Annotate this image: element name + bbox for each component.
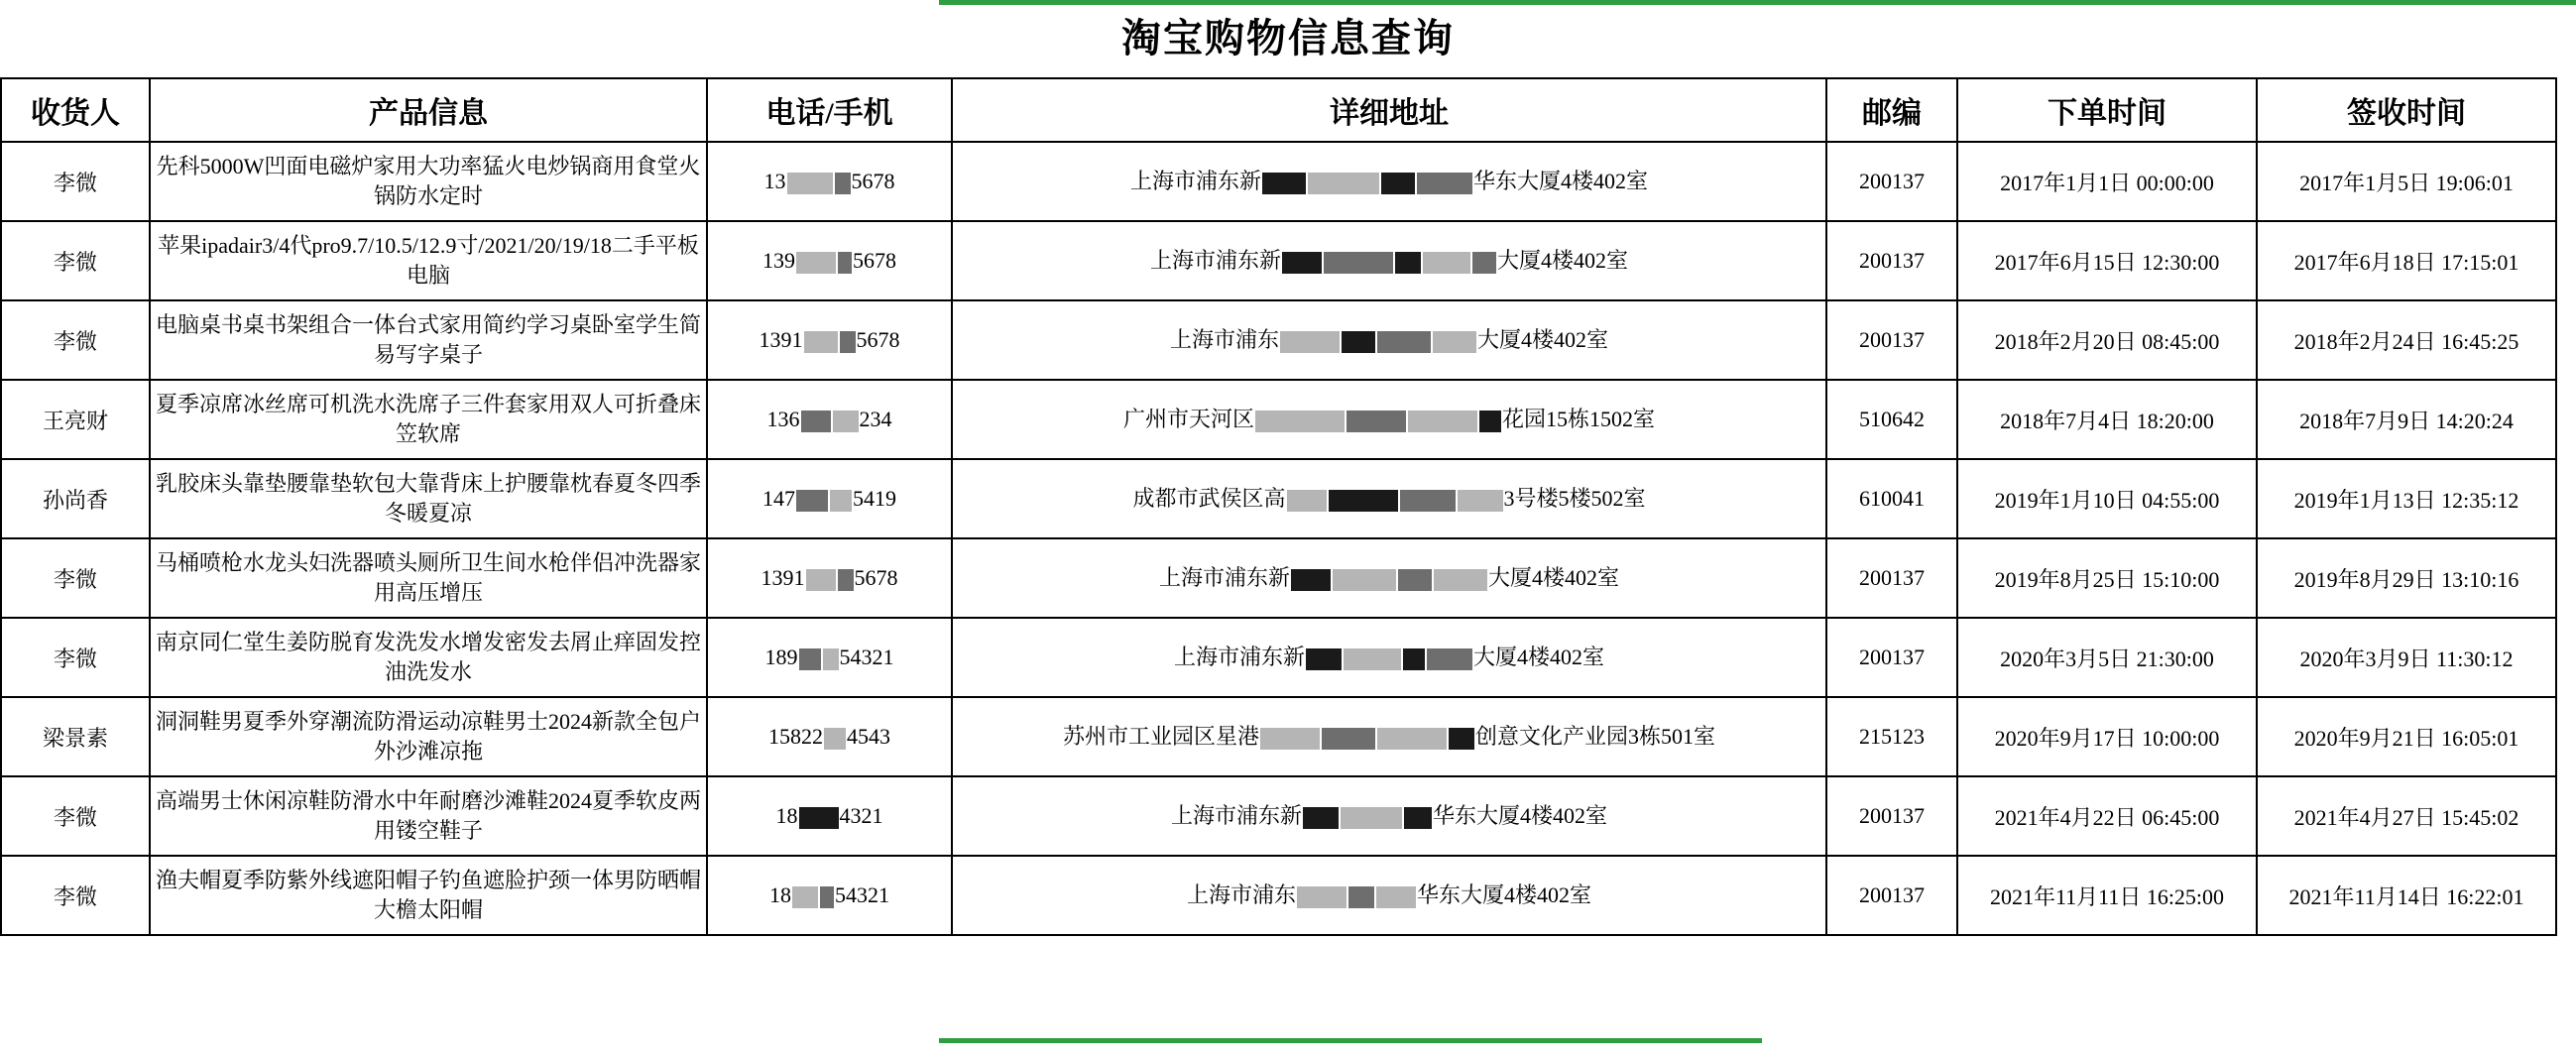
redaction-block — [830, 490, 852, 512]
cell-address: 上海市浦东新 大厦4楼402室 — [952, 221, 1826, 300]
redaction-block — [1282, 252, 1322, 274]
table-row — [1, 856, 2556, 935]
cell-consignee: 李微 — [1, 538, 150, 618]
cell-zip: 610041 — [1826, 459, 1957, 538]
redaction-block — [838, 569, 854, 591]
page-title: 淘宝购物信息查询 — [1121, 16, 1455, 60]
redaction-block — [1398, 569, 1432, 591]
cell-phone — [707, 300, 952, 380]
cell-zip: 200137 — [1826, 538, 1957, 618]
cell-zip: 200137 — [1826, 776, 1957, 856]
cell-address: 上海市浦东新 大厦4楼402室 — [952, 538, 1826, 618]
redaction-block — [1377, 728, 1447, 750]
table-row — [1, 776, 2556, 856]
redaction-block — [804, 331, 838, 353]
cell-phone — [707, 459, 952, 538]
cell-phone — [707, 380, 952, 459]
redaction-block — [840, 331, 856, 353]
phone-text-tail: 5678 — [854, 565, 898, 590]
cell-phone — [707, 618, 952, 697]
table-row — [1, 618, 2556, 697]
phone-text-tail: 54321 — [839, 645, 894, 669]
cell-order-time: 2021年4月22日 06:45:00 — [1957, 776, 2257, 856]
column-header-phone: 电话/手机 — [707, 78, 952, 142]
column-header-order-time: 下单时间 — [1957, 78, 2257, 142]
cell-product: 乳胶床头靠垫腰靠垫软包大靠背床上护腰靠枕春夏冬四季冬暖夏凉 — [150, 459, 707, 538]
cell-order-time: 2018年2月20日 08:45:00 — [1957, 300, 2257, 380]
cell-phone — [707, 776, 952, 856]
phone-text: 13 — [763, 169, 786, 193]
redaction-block — [1433, 331, 1476, 353]
redaction-block — [838, 252, 852, 274]
cell-zip: 200137 — [1826, 142, 1957, 221]
cell-order-time: 2021年11月11日 16:25:00 — [1957, 856, 2257, 935]
phone-text: 136 — [766, 407, 800, 431]
cell-phone — [707, 538, 952, 618]
cell-phone — [707, 142, 952, 221]
redaction-block — [787, 173, 833, 194]
redaction-block — [1417, 173, 1472, 194]
redaction-block — [1427, 648, 1472, 670]
cell-consignee: 李微 — [1, 142, 150, 221]
redaction-block — [1348, 886, 1374, 908]
redaction-block — [1322, 728, 1375, 750]
phone-text-tail: 4321 — [839, 803, 883, 828]
redaction-block — [1255, 411, 1345, 432]
cell-order-time: 2020年3月5日 21:30:00 — [1957, 618, 2257, 697]
redaction-block — [1395, 252, 1421, 274]
redaction-block — [1306, 648, 1342, 670]
redaction-block — [1308, 173, 1379, 194]
cell-sign-time: 2017年1月5日 19:06:01 — [2257, 142, 2556, 221]
redaction-block — [1262, 173, 1306, 194]
redaction-block — [1408, 411, 1477, 432]
redaction-block — [1458, 490, 1503, 512]
cell-address: 上海市浦东新 华东大厦4楼402室 — [952, 776, 1826, 856]
cell-address: 上海市浦东 华东大厦4楼402室 — [952, 856, 1826, 935]
cell-consignee: 梁景素 — [1, 697, 150, 776]
phone-text-tail: 5678 — [853, 248, 896, 273]
phone-text-tail: 5419 — [853, 486, 896, 511]
cell-sign-time: 2018年7月9日 14:20:24 — [2257, 380, 2556, 459]
redaction-block — [796, 252, 836, 274]
cell-consignee: 李微 — [1, 618, 150, 697]
redaction-block — [1423, 252, 1470, 274]
table-row — [1, 142, 2556, 221]
cell-consignee: 李微 — [1, 776, 150, 856]
top-accent-rule — [939, 0, 2576, 5]
redaction-block — [799, 807, 839, 829]
redaction-block — [1347, 411, 1406, 432]
redaction-block — [1341, 807, 1402, 829]
redaction-block — [1381, 173, 1415, 194]
bottom-accent-rule — [939, 1038, 1762, 1043]
redaction-block — [1324, 252, 1393, 274]
phone-text: 1391 — [759, 327, 803, 352]
cell-product: 洞洞鞋男夏季外穿潮流防滑运动凉鞋男士2024新款全包户外沙滩凉拖 — [150, 697, 707, 776]
phone-text-tail: 4543 — [847, 724, 890, 749]
cell-consignee: 李微 — [1, 856, 150, 935]
column-header-product: 产品信息 — [150, 78, 707, 142]
cell-product: 渔夫帽夏季防紫外线遮阳帽子钓鱼遮脸护颈一体男防晒帽大檐太阳帽 — [150, 856, 707, 935]
redaction-block — [833, 411, 859, 432]
cell-zip: 510642 — [1826, 380, 1957, 459]
redaction-block — [1479, 411, 1501, 432]
cell-sign-time: 2020年9月21日 16:05:01 — [2257, 697, 2556, 776]
cell-sign-time: 2017年6月18日 17:15:01 — [2257, 221, 2556, 300]
cell-address: 苏州市工业园区星港 创意文化产业园3栋501室 — [952, 697, 1826, 776]
redaction-block — [1434, 569, 1487, 591]
table-row — [1, 300, 2556, 380]
redaction-block — [1344, 648, 1401, 670]
redaction-block — [1291, 569, 1331, 591]
redaction-block — [799, 648, 821, 670]
cell-zip: 215123 — [1826, 697, 1957, 776]
cell-address: 上海市浦东新 大厦4楼402室 — [952, 618, 1826, 697]
cell-phone — [707, 856, 952, 935]
cell-consignee: 王亮财 — [1, 380, 150, 459]
phone-text: 139 — [762, 248, 795, 273]
table-row — [1, 459, 2556, 538]
column-header-sign-time: 签收时间 — [2257, 78, 2556, 142]
cell-product: 先科5000W凹面电磁炉家用大功率猛火电炒锅商用食堂火锅防水定时 — [150, 142, 707, 221]
cell-address: 上海市浦东 大厦4楼402室 — [952, 300, 1826, 380]
cell-product: 苹果ipadair3/4代pro9.7/10.5/12.9寸/2021/20/19/18二手平板电脑 — [150, 221, 707, 300]
cell-phone — [707, 221, 952, 300]
cell-zip: 200137 — [1826, 618, 1957, 697]
cell-sign-time: 2021年4月27日 15:45:02 — [2257, 776, 2556, 856]
redaction-block — [1297, 886, 1347, 908]
redaction-block — [1287, 490, 1327, 512]
phone-text-tail: 5678 — [856, 327, 900, 352]
column-header-address: 详细地址 — [952, 78, 1826, 142]
cell-zip: 200137 — [1826, 856, 1957, 935]
cell-sign-time: 2019年8月29日 13:10:16 — [2257, 538, 2556, 618]
cell-sign-time: 2018年2月24日 16:45:25 — [2257, 300, 2556, 380]
cell-order-time: 2019年1月10日 04:55:00 — [1957, 459, 2257, 538]
cell-address: 成都市武侯区高 3号楼5楼502室 — [952, 459, 1826, 538]
table-header-row — [1, 78, 2556, 142]
redaction-block — [801, 411, 831, 432]
cell-product: 马桶喷枪水龙头妇洗器喷头厕所卫生间水枪伴侣冲洗器家用高压增压 — [150, 538, 707, 618]
phone-text: 147 — [762, 486, 795, 511]
redaction-block — [1280, 331, 1340, 353]
phone-text: 18 — [769, 882, 791, 907]
column-header-zip: 邮编 — [1826, 78, 1957, 142]
redaction-block — [792, 886, 818, 908]
redaction-block — [1404, 807, 1432, 829]
cell-address: 广州市天河区 花园15栋1502室 — [952, 380, 1826, 459]
cell-phone — [707, 697, 952, 776]
phone-text: 189 — [764, 645, 798, 669]
phone-text-tail: 234 — [859, 407, 892, 431]
phone-text-tail: 5678 — [851, 169, 895, 193]
cell-order-time: 2019年8月25日 15:10:00 — [1957, 538, 2257, 618]
redaction-block — [1376, 886, 1416, 908]
phone-text: 1391 — [761, 565, 805, 590]
redaction-block — [1329, 490, 1398, 512]
phone-text: 15822 — [768, 724, 823, 749]
cell-consignee: 李微 — [1, 300, 150, 380]
cell-zip: 200137 — [1826, 300, 1957, 380]
cell-sign-time: 2021年11月14日 16:22:01 — [2257, 856, 2556, 935]
cell-product: 夏季凉席冰丝席可机洗水洗席子三件套家用双人可折叠床笠软席 — [150, 380, 707, 459]
redaction-block — [806, 569, 836, 591]
redaction-block — [796, 490, 828, 512]
cell-sign-time: 2019年1月13日 12:35:12 — [2257, 459, 2556, 538]
cell-product: 高端男士休闲凉鞋防滑水中年耐磨沙滩鞋2024夏季软皮两用镂空鞋子 — [150, 776, 707, 856]
redaction-block — [1449, 728, 1474, 750]
cell-order-time: 2018年7月4日 18:20:00 — [1957, 380, 2257, 459]
table-container — [0, 77, 2576, 936]
cell-order-time: 2017年1月1日 00:00:00 — [1957, 142, 2257, 221]
redaction-block — [1472, 252, 1496, 274]
table-header — [1, 78, 2556, 142]
cell-consignee: 孙尚香 — [1, 459, 150, 538]
column-header-consignee: 收货人 — [1, 78, 150, 142]
redaction-block — [1333, 569, 1396, 591]
phone-text: 18 — [775, 803, 798, 828]
cell-sign-time: 2020年3月9日 11:30:12 — [2257, 618, 2556, 697]
table-row — [1, 538, 2556, 618]
cell-product: 电脑桌书桌书架组合一体台式家用简约学习桌卧室学生简易写字桌子 — [150, 300, 707, 380]
phone-text-tail: 54321 — [835, 882, 889, 907]
table-row — [1, 380, 2556, 459]
table-body — [1, 142, 2556, 935]
redaction-block — [1303, 807, 1339, 829]
redaction-block — [835, 173, 851, 194]
cell-product: 南京同仁堂生姜防脱育发洗发水增发密发去屑止痒固发控油洗发水 — [150, 618, 707, 697]
cell-address: 上海市浦东新 华东大厦4楼402室 — [952, 142, 1826, 221]
table-row — [1, 221, 2556, 300]
redaction-block — [1377, 331, 1431, 353]
cell-zip: 200137 — [1826, 221, 1957, 300]
cell-order-time: 2020年9月17日 10:00:00 — [1957, 697, 2257, 776]
purchase-info-table — [0, 77, 2557, 936]
cell-order-time: 2017年6月15日 12:30:00 — [1957, 221, 2257, 300]
redaction-block — [820, 886, 834, 908]
redaction-block — [824, 728, 846, 750]
redaction-block — [1400, 490, 1456, 512]
redaction-block — [823, 648, 839, 670]
table-row — [1, 697, 2556, 776]
redaction-block — [1403, 648, 1425, 670]
redaction-block — [1260, 728, 1320, 750]
redaction-block — [1342, 331, 1375, 353]
cell-consignee: 李微 — [1, 221, 150, 300]
